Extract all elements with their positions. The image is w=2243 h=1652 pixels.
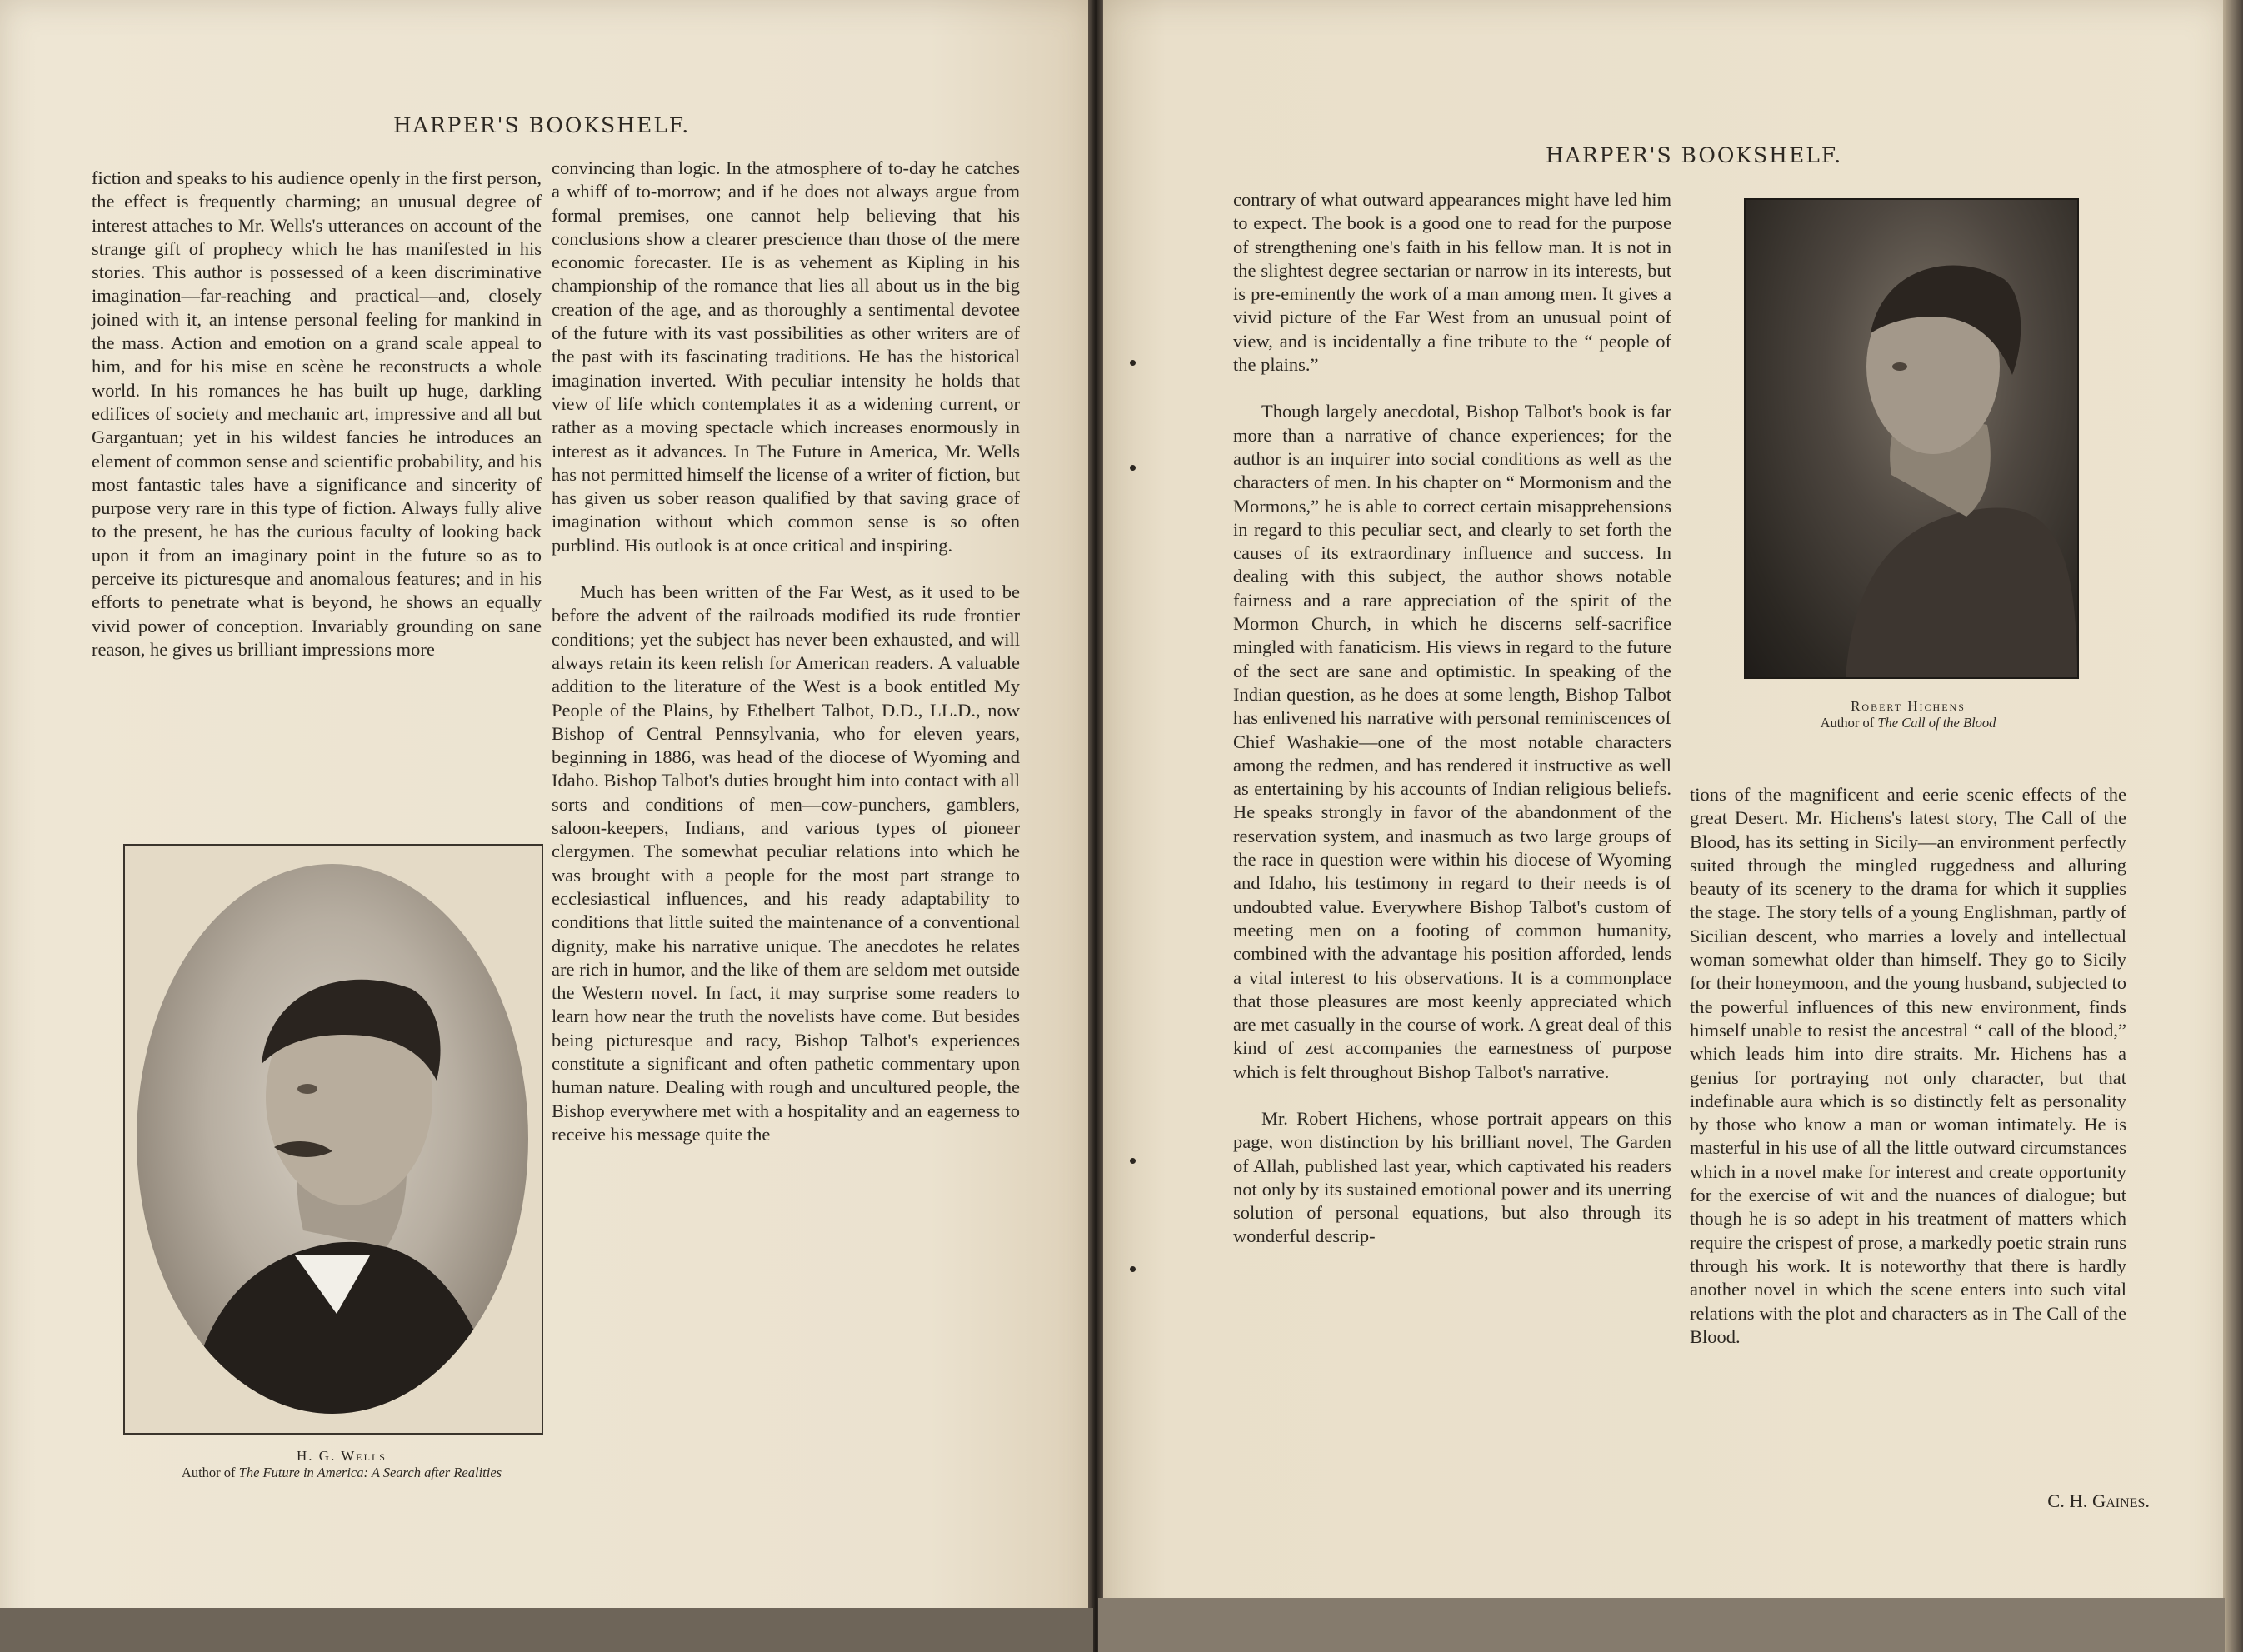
left-page-bottom-edge [0, 1608, 1093, 1652]
wells-caption-name: H. G. Wells [297, 1448, 387, 1464]
wells-caption-sub [125, 1465, 558, 1481]
left-column-1 [92, 167, 542, 661]
binding-hole [1130, 1266, 1136, 1272]
hichens-caption-name: Robert Hichens [1851, 698, 1966, 714]
hichens-caption-title: The Call of the Blood [1877, 715, 1996, 731]
hichens-caption [1733, 698, 2083, 731]
wells-caption-title: The Future in America: A Search after Realities [238, 1465, 502, 1480]
signature-text: C. H. Gaines. [2047, 1490, 2150, 1511]
wells-portrait-photo [137, 864, 528, 1414]
right-col2-paragraph: tions of the magnificent and eerie scenic effects of the great Desert. Mr. Hichens's latest story, The Call of the Blood, has its setting in Sicily—an environment perfectly suited through the mingled ruggedness and alluring beauty of its scenery to the drama for which it supplies the stage. The story tells of a young Englishman, partly of Sicilian descent, who marries a lovely and intellectual woman somewhat older than himself. They go to Sicily for their honeymoon, and the young husband, subjected to the powerful influences of this new environment, finds himself unable to resist the ancestral “ call of the blood,” which leads him into dire straits. Mr. Hichens has a genius for portraying not only character, but that indefinable aura which is so distinctly felt as personality by those who know a man or woman intimately. He is masterful in his use of all the little outward circumstances which in a novel make for interest and create opportunity for the exercise of wit and the nuances of dialogue; but though he is so adept in his treatment of matters which require the crispest of prose, a markedly poetic strain runs through his work. It is noteworthy that there is hardly another novel in which the scene enters into such vital relations with the plot and characters as in The Call of the Blood. [1690, 784, 2126, 1347]
right-col1-paragraph-3: Mr. Robert Hichens, whose portrait appears on this page, won distinction by his brilliant novel, The Garden of Allah, published last year, which captivated his readers not only by its sustained emotional power and its unerring solution of personal equations, but also through its wonderful descrip- [1233, 1107, 1671, 1247]
binding-hole [1130, 360, 1136, 366]
hichens-portrait-photo [1744, 198, 2079, 679]
page-edge [2223, 0, 2243, 1652]
left-column-2 [552, 157, 1020, 1146]
signature [1966, 1490, 2150, 1513]
right-page-bottom-edge [1098, 1598, 2225, 1652]
right-col1-paragraph-1: contrary of what outward appearances might have led him to expect. The book is a good one to read for the purpose of strengthening one's faith in his fellow man. It is not in the slightest degree sectarian or narrow in its interests, but is pre-eminently the work of a man among men. It gives a vivid picture of the Far West from an unusual point of view, and is incidentally a fine tribute to the “ people of the plains.” [1233, 189, 1671, 376]
left-col1-paragraph: fiction and speaks to his audience openly in the first person, the effect is frequently charming; an unusual degree of interest attaches to Mr. Wells's utterances on account of the strange gift of prophecy which he has manifested in his stories. This author is possessed of a keen discriminative imagination—far-reaching and practical—and, closely joined with it, an intense personal feeling for mankind in the mass. Action and emotion on a grand scale appeal to him, and for his mise en scène he reconstructs a whole world. In his romances he has built up huge, darkling edifices of society and mechanic art, impressive and all but Gargantuan; yet in his wildest fancies he introduces an element of common sense and scientific probability, and his most fantastic tales have a significance and sincerity of purpose very rare in this type of fiction. Always fully alive to the present, he has the curious faculty of looking back upon it from an imaginary point in the future so as to perceive its picturesque and anomalous features; and in his efforts to penetrate what is beyond, he shows an equally vivid power of conception. Invariably grounding on sane reason, he gives us brilliant impressions more [92, 167, 542, 660]
wells-caption [125, 1448, 558, 1481]
left-col2-paragraph-2: Much has been written of the Far West, as it used to be before the advent of the railroads modified its rude frontier conditions; yet the subject has never been exhausted, and will always retain its keen relish for American readers. A valuable addition to the literature of the West is a book entitled My People of the Plains, by Ethelbert Talbot, D.D., LL.D., now Bishop of Central Pennsylvania, who for eleven years, beginning in 1886, was head of the diocese of Wyoming and Idaho. Bishop Talbot's duties brought him into contact with all sorts and conditions of men—cow-punchers, gamblers, saloon-keepers, Indians, and various types of pioneer clergymen. The somewhat peculiar relations into which he was brought with a people for the most part strange to ecclesiastical influences, and his ready adaptability to conditions that little suited the maintenance of a conventional dignity, make his narrative unique. The anecdotes he relates are rich in humor, and the like of them are seldom met outside the Western novel. In fact, it may surprise some readers to learn how near the truth the novelists have come. But besides being picturesque and racy, Bishop Talbot's experiences constitute a significant and often pathetic commentary upon human nature. Dealing with rough and uncultured people, the Bishop everywhere met with a hospitality and an eagerness to receive his message quite the [552, 581, 1021, 1145]
right-col1-paragraph-2: Though largely anecdotal, Bishop Talbot's book is far more than a narrative of chance experiences; for the author is an inquirer into social conditions as well as the characters of men. In his chapter on “ Mormonism and the Mormons,” he is able to correct certain misapprehensions in regard to this peculiar sect, and clearly to set forth the causes of its extraordinary influence and success. In dealing with this subject, the author shows notable fairness and a rare appreciation of the spirit of the Mormon Church, in which he discerns self-sacrifice mingled with fanaticism. His views in regard to the future of the sect are sane and optimistic. In speaking of the Indian question, as he does at some length, Bishop Talbot has enlivened his narrative with personal reminiscences of Chief Washakie—one of the most notable characters among the redmen, and has rendered it instructive as well as entertaining by his accounts of Indian religious beliefs. He speaks strongly in favor of the abandonment of the reservation system, and inasmuch as two large groups of the race in question were within his diocese of Wyoming and Idaho, his testimony in regard to their needs is of undoubted value. Everywhere Bishop Talbot's custom of meeting men on a footing of common humanity, combined with the advantage his position afforded, lends a vital interest to his observations. It is a commonplace that those pleasures are most keenly appreciated which are met casually in the course of work. A great deal of this kind of zest accompanies the earnestness of purpose which is felt throughout Bishop Talbot's narrative. [1233, 401, 1671, 1082]
binding-hole [1130, 465, 1136, 471]
hichens-caption-prefix: Author of [1820, 715, 1878, 731]
right-column-2 [1690, 783, 2126, 1349]
hichens-portrait-image [1746, 200, 2077, 677]
hichens-caption-sub [1733, 715, 2083, 731]
right-column-1 [1233, 188, 1671, 1249]
wells-caption-prefix: Author of [181, 1465, 239, 1480]
wells-portrait-image [137, 864, 528, 1414]
right-running-header: HARPER'S BOOKSHELF. [1546, 143, 1843, 167]
binding-hole [1130, 1158, 1136, 1164]
left-col2-paragraph-1: convincing than logic. In the atmosphere of to-day he catches a whiff of to-morrow; and if he does not always argue from formal premises, one cannot help believing that his conclusions show a clearer prescience than those of the mere economic forecaster. He is as vehement as Kipling in his championship of the romance that lies all about us in the big creation of the age, and as thoroughly a sentimental devotee of the future with its vast possibilities as other writers are of the past with its fascinating traditions. He has the historical imagination inverted. With peculiar intensity he holds that view of life which contemplates it as a widening current, or rather as a moving spectacle which increases enormously in interest as it advances. In The Future in America, Mr. Wells has not permitted himself the license of a writer of fiction, but has given us sober reason qualified by that saving grace of imagination without which common sense is so often purblind. His outlook is at once critical and inspiring. [552, 157, 1020, 556]
book-spine [1088, 0, 1103, 1652]
left-running-header: HARPER'S BOOKSHELF. [393, 113, 691, 137]
wells-portrait-frame [123, 844, 543, 1435]
